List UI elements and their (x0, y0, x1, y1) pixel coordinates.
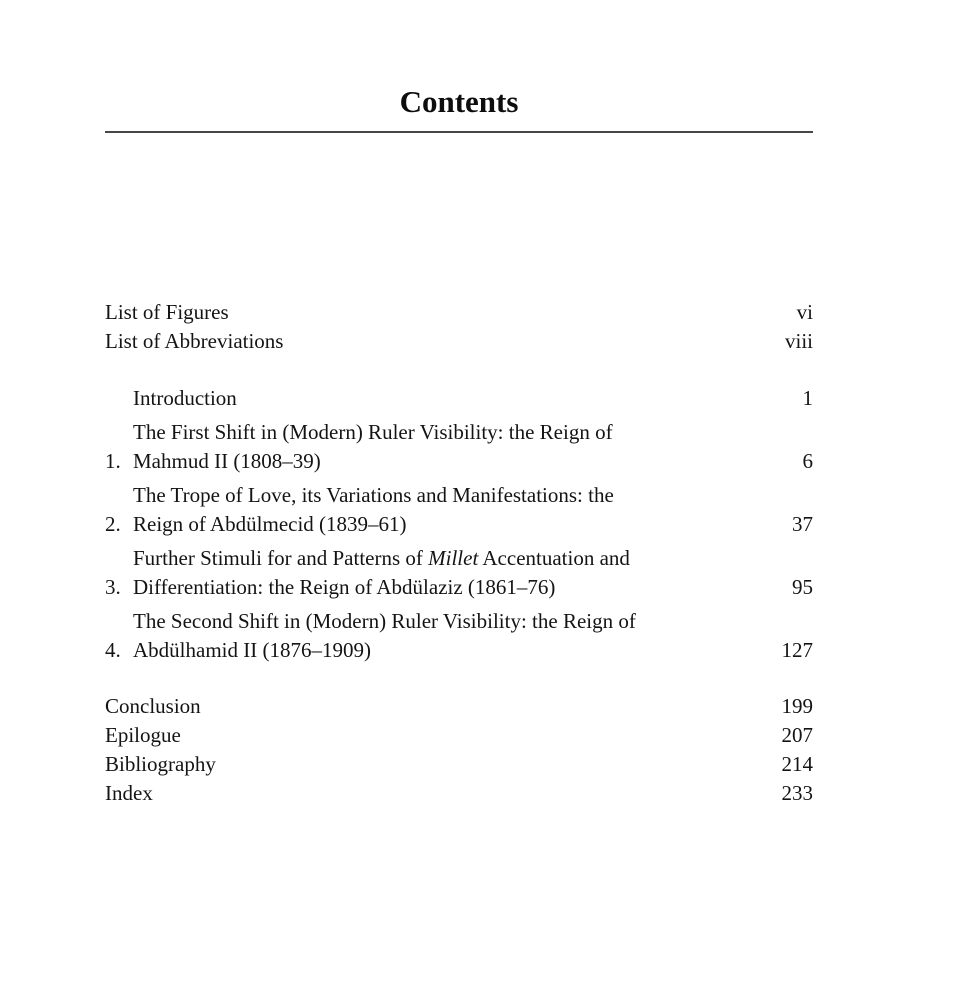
toc-page-number: vi (796, 300, 813, 324)
back-matter-row (105, 779, 813, 808)
chapter-title-line (133, 481, 780, 510)
back-matter-row (105, 721, 813, 750)
toc-entry-label: List of Figures (105, 300, 229, 324)
chapter-number: 4. (105, 638, 121, 662)
toc-entry-label: Index (105, 781, 153, 805)
chapter-number: 1. (105, 449, 121, 473)
chapter-title-part: Reign of Abdülmecid (1839–61) (133, 512, 407, 536)
chapter-title-part: Abdülhamid II (1876–1909) (133, 638, 371, 662)
front-matter-row (105, 327, 813, 356)
toc-chapter-entry (105, 418, 813, 476)
chapter-title-line (133, 384, 791, 413)
toc-page-number: viii (784, 329, 813, 353)
chapter-title (133, 384, 791, 413)
toc-page-number: 207 (781, 723, 813, 747)
back-matter-list (105, 692, 813, 808)
chapter-title-part: The First Shift in (Modern) Ruler Visibility: the Reign of (133, 420, 613, 444)
chapter-title-line (133, 510, 780, 539)
page-content (105, 0, 813, 808)
toc-chapter-entry (105, 544, 813, 602)
chapter-title-part: The Second Shift in (Modern) Ruler Visibility: the Reign of (133, 609, 636, 633)
toc-entry-label: Epilogue (105, 723, 181, 747)
chapter-number: 3. (105, 575, 121, 599)
back-matter-row (105, 692, 813, 721)
chapter-title-line (133, 573, 780, 602)
chapter-title-line (133, 418, 791, 447)
chapter-title-part: Accentuation and (478, 546, 630, 570)
toc-page-number: 95 (792, 575, 813, 599)
chapter-title (133, 607, 770, 665)
toc-entry-label: Conclusion (105, 694, 201, 718)
toc-page-number: 214 (781, 752, 813, 776)
chapter-title-part: Further Stimuli for and Patterns of (133, 546, 429, 570)
toc-chapter-entry (105, 607, 813, 665)
toc-entry-label: List of Abbreviations (105, 329, 284, 353)
chapter-title-part: Differentiation: the Reign of Abdülaziz (1861–76) (133, 575, 556, 599)
back-matter-row (105, 750, 813, 779)
toc-chapter-entry (105, 384, 813, 413)
chapter-title-italic-part: Millet (428, 546, 479, 570)
chapter-title (133, 481, 780, 539)
toc-page-number: 127 (781, 638, 813, 662)
toc-page-number: 199 (781, 694, 813, 718)
toc-page-number: 37 (792, 512, 813, 536)
chapter-title-part: The Trope of Love, its Variations and Manifestations: the (133, 483, 614, 507)
chapter-number: 2. (105, 512, 121, 536)
chapter-list (105, 384, 813, 665)
chapter-title (133, 544, 780, 602)
toc-chapter-entry (105, 481, 813, 539)
title-rule (105, 131, 813, 133)
front-matter-row (105, 298, 813, 327)
toc-page-number: 6 (802, 449, 813, 473)
chapter-title (133, 418, 791, 476)
toc-entry-label: Bibliography (105, 752, 216, 776)
front-matter-list (105, 298, 813, 356)
chapter-title-part: Mahmud II (1808–39) (133, 449, 321, 473)
page-title: Contents (399, 84, 519, 119)
chapter-title-line (133, 544, 780, 573)
chapter-title-line (133, 447, 791, 476)
chapter-title-line (133, 636, 770, 665)
toc-page-number: 1 (802, 386, 813, 410)
table-of-contents (105, 298, 813, 808)
chapter-title-line (133, 607, 770, 636)
toc-page-number: 233 (781, 781, 813, 805)
chapter-title-part: Introduction (133, 386, 237, 410)
